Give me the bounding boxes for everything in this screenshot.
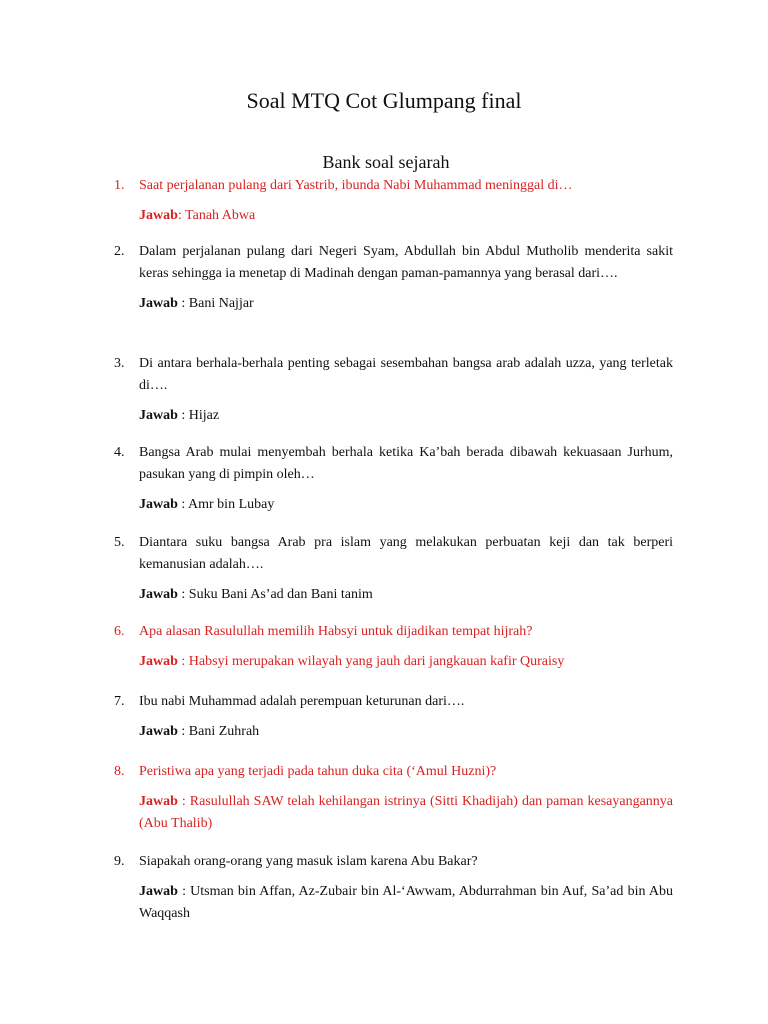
question-item	[0, 442, 768, 516]
answer-text: Jawab : Bani Najjar	[139, 296, 254, 311]
question-text: 6. Apa alasan Rasulullah memilih Habsyi untuk dijadikan tempat hijrah?	[114, 624, 533, 639]
question-text: 5. Diantara suku bangsa Arab pra islam yang melakukan perbuatan keji dan tak berperi kemanusian adalah….	[114, 535, 673, 572]
question-text: 3. Di antara berhala-berhala penting sebagai sesembahan bangsa arab adalah uzza, yang terletak di….	[114, 356, 673, 393]
answer-text: Jawab : Rasulullah SAW telah kehilangan istrinya (Sitti Khadijah) dan paman kesayangannya (Abu Thalib)	[139, 794, 673, 831]
answer-text: Jawab : Habsyi merupakan wilayah yang jauh dari jangkauan kafir Quraisy	[139, 654, 565, 669]
answer-text: Jawab : Amr bin Lubay	[139, 497, 275, 512]
question-text: 7. Ibu nabi Muhammad adalah perempuan keturunan dari….	[114, 694, 465, 709]
answer-text: Jawab : Bani Zuhrah	[139, 724, 260, 739]
question-text: 8. Peristiwa apa yang terjadi pada tahun duka cita (‘Amul Huzni)?	[114, 764, 497, 779]
question-item	[0, 691, 768, 743]
question-text: 1. Saat perjalanan pulang dari Yastrib, ibunda Nabi Muhammad meninggal di…	[114, 178, 573, 193]
answer-text: Jawab : Hijaz	[139, 408, 220, 423]
question-text: 2. Dalam perjalanan pulang dari Negeri Syam, Abdullah bin Abdul Mutholib menderita sakit keras sehingga ia menetap di Madinah dengan paman-pamannya yang berasal dari….	[114, 244, 673, 281]
question-item	[0, 175, 768, 227]
question-item	[0, 761, 768, 835]
question-item	[0, 532, 768, 606]
section-title: Bank soal sejarah	[322, 152, 450, 172]
question-item	[0, 851, 768, 925]
document-title: Soal MTQ Cot Glumpang final	[246, 88, 522, 113]
question-text: 9. Siapakah orang-orang yang masuk islam karena Abu Bakar?	[114, 854, 478, 869]
answer-text: Jawab : Utsman bin Affan, Az-Zubair bin Al-‘Awwam, Abdurrahman bin Auf, Sa’ad bin Abu Waqqash	[139, 884, 673, 921]
question-item	[0, 241, 768, 315]
question-text: 4. Bangsa Arab mulai menyembah berhala ketika Ka’bah berada dibawah kekuasaan Jurhum, pasukan yang di pimpin oleh…	[114, 445, 673, 482]
question-item	[0, 621, 768, 673]
answer-text: Jawab: Tanah Abwa	[139, 208, 256, 223]
answer-text: Jawab : Suku Bani As’ad dan Bani tanim	[139, 587, 373, 602]
question-item	[0, 353, 768, 427]
